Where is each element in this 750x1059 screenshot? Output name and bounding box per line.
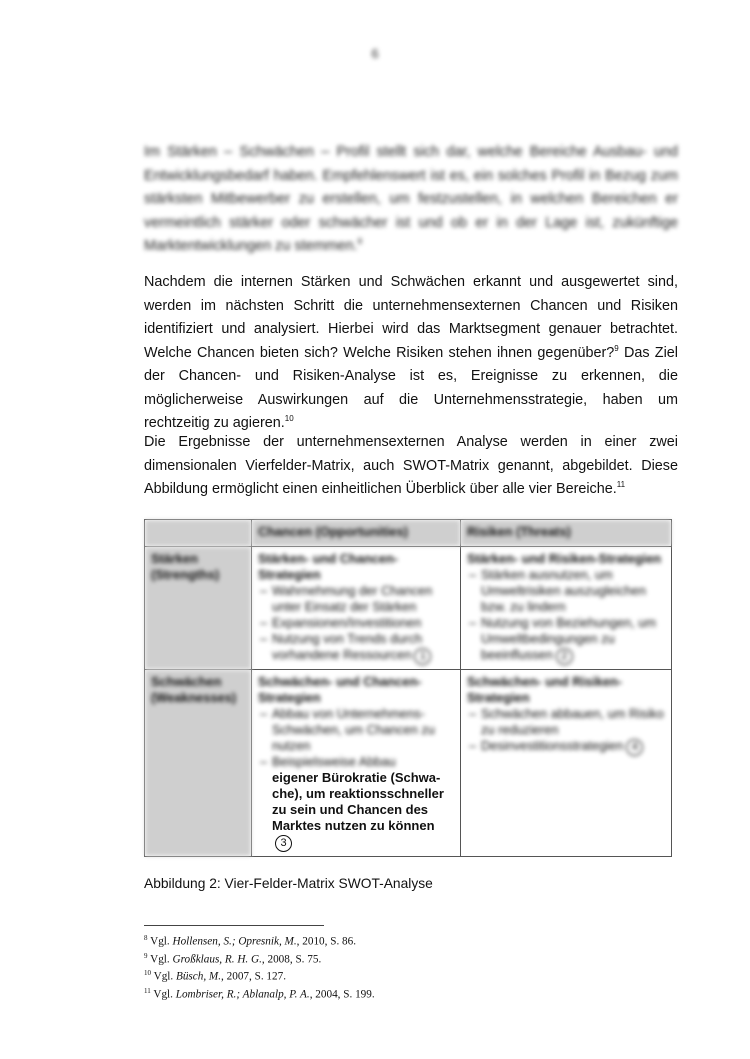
footnote-author: Lombriser, R.; Ablanalp, P. A. <box>175 988 310 1001</box>
matrix-row-staerken <box>145 547 672 670</box>
footnote-rest: , 2008, S. 75. <box>261 953 322 966</box>
cell-visible-line: eigener Bürokratie (Schwa- <box>272 770 441 786</box>
paragraph-chancen-risiken <box>144 271 678 436</box>
matrix-row-schwaechen <box>145 670 672 857</box>
matrix-cell-wt <box>461 670 672 857</box>
footnote-ref: 8 <box>357 237 363 247</box>
footnote-number: 9 <box>144 951 148 960</box>
cell-visible-line: zu sein und Chancen des <box>272 802 429 818</box>
cell-list-item <box>467 615 665 665</box>
matrix-header-risiken: Risiken (Threats) <box>461 520 672 547</box>
cell-visible-line-text: Marktes nutzen zu können <box>272 818 435 834</box>
cell-visible-text <box>258 770 454 852</box>
cell-title: Schwächen- und Chancen-Strategien <box>258 674 422 706</box>
footnote <box>144 932 375 950</box>
paragraph-text: Im Stärken – Schwächen – Profil stellt sich dar, welche Bereiche Ausbau- und Entwicklungsbedarf haben. Empfehlenswert ist es, ein solches Profil in Bezug zum stärksten Mitbewerber zu erstellen, um festzustellen, in welchen Bereichen er vermeintlich stärker oder schwächer ist und ob er in der Lage ist, zukünftige Marktentwicklungen zu stemmen. <box>144 144 678 254</box>
cell-title: Stärken- und Chancen-Strategien <box>258 551 399 582</box>
footnote <box>144 967 375 985</box>
cell-list <box>467 567 665 665</box>
cell-list <box>258 583 454 665</box>
footnote-number: 11 <box>144 986 151 995</box>
paragraph-text: Die Ergebnisse der unternehmensexternen Analyse werden in einer zwei dimensionalen Vierfelder-Matrix, auch SWOT-Matrix genannt, abgebildet. Diese Abbildung ermöglicht einen einheitlichen Überblick über alle vier Bereiche. <box>144 434 678 497</box>
cell-blurred-part <box>467 674 665 756</box>
figure-caption: Abbildung 2: Vier-Felder-Matrix SWOT-Analyse <box>144 876 433 891</box>
cell-list-item-text: Nutzung von Beziehungen, um Umweltbedingungen zu beeinflussen <box>481 615 657 662</box>
swot-matrix <box>144 519 672 857</box>
cell-visible-line: che), um reaktionsschneller <box>272 786 444 802</box>
cell-list-item: – Expansionen/Investitionen <box>258 615 454 631</box>
circled-number-marker: 3 <box>275 835 292 852</box>
cell-list-item: – Beispielsweise Abbau <box>258 754 454 770</box>
matrix-cell-so <box>252 547 461 670</box>
footnote-number: 8 <box>144 934 148 942</box>
cell-title: Schwächen- und Risiken-Strategien <box>467 674 623 706</box>
paragraph-text: Nachdem die internen Stärken und Schwächen erkannt und ausgewertet sind, werden im nächsten Schritt die unternehmensexternen Chancen und Risiken identifiziert und analysiert. Hierbei wird das Marktsegment genauer betrachtet. Welche Chancen bieten sich? Welche Risiken stehen ihnen gegenüber? <box>144 274 678 361</box>
matrix-row-head-staerken: Stärken (Strengths) <box>145 547 252 670</box>
footnote-ref: 9 <box>614 343 619 353</box>
cell-list-item <box>258 631 454 665</box>
page-number: 6 <box>371 46 379 61</box>
matrix-cell-st <box>461 547 672 670</box>
footnote <box>144 950 375 968</box>
cell-visible-line <box>272 818 454 852</box>
footnote-prefix: Vgl. <box>150 935 173 948</box>
cell-list-item-text: Desinvestitionsstrategien <box>481 738 624 754</box>
footnote-ref: 10 <box>284 414 294 424</box>
footnote-rest: , 2007, S. 127. <box>221 970 287 983</box>
cell-list-item-text: Nutzung von Trends durch vorhandene Ressourcen <box>272 631 423 662</box>
matrix-row-head-schwaechen: Schwächen (Weaknesses) <box>145 670 252 857</box>
footnote-number: 10 <box>144 969 151 978</box>
footnote-author: Hollensen, S.; Opresnik, M. <box>172 935 297 948</box>
footnote-author: Büsch, M. <box>175 970 222 983</box>
matrix-corner-cell <box>145 520 252 547</box>
matrix-header-row <box>145 520 672 547</box>
cell-list <box>467 706 665 756</box>
footnote-author: Großklaus, R. H. G. <box>172 953 262 966</box>
cell-blurred-part <box>258 674 454 770</box>
paragraph-swot-intro <box>144 431 678 502</box>
footnote-prefix: Vgl. <box>153 988 176 1001</box>
footnote-prefix: Vgl. <box>153 970 176 983</box>
cell-title: Stärken- und Risiken-Strategien <box>467 551 662 566</box>
footnotes <box>144 932 375 1002</box>
cell-list-item: – Abbau von Unternehmens-Schwächen, um Chancen zu nutzen <box>258 706 454 754</box>
paragraph-text-continued: Das Ziel der Chancen- und Risiken-Analyse ist es, Ereignisse zu erkennen, die möglicherweise Auswirkungen auf die Unternehmensstrategie, haben um rechtzeitig zu agieren. <box>144 344 678 431</box>
cell-list-item: – Schwächen abbauen, um Risiko zu reduzieren <box>467 706 665 738</box>
circled-number-marker: 1 <box>414 648 431 665</box>
circled-number-marker: 4 <box>626 739 643 756</box>
footnote-prefix: Vgl. <box>150 953 173 966</box>
cell-list-item: – Wahrnehmung der Chancen unter Einsatz der Stärken <box>258 583 454 615</box>
circled-number-marker: 2 <box>556 648 573 665</box>
footnote <box>144 985 375 1003</box>
footnote-divider <box>144 925 324 926</box>
paragraph-blurred <box>144 141 678 259</box>
cell-list <box>258 706 454 770</box>
matrix-cell-wo <box>252 670 461 857</box>
footnote-rest: , 2004, S. 199. <box>309 988 375 1001</box>
matrix-header-chancen: Chancen (Opportunities) <box>252 520 461 547</box>
footnote-rest: , 2010, S. 86. <box>296 935 357 948</box>
footnote-ref: 11 <box>616 480 626 490</box>
cell-list-item <box>467 738 665 756</box>
swot-table <box>144 519 672 857</box>
cell-list-item: – Stärken ausnutzen, um Umweltrisiken auszugleichen bzw. zu lindern <box>467 567 665 615</box>
